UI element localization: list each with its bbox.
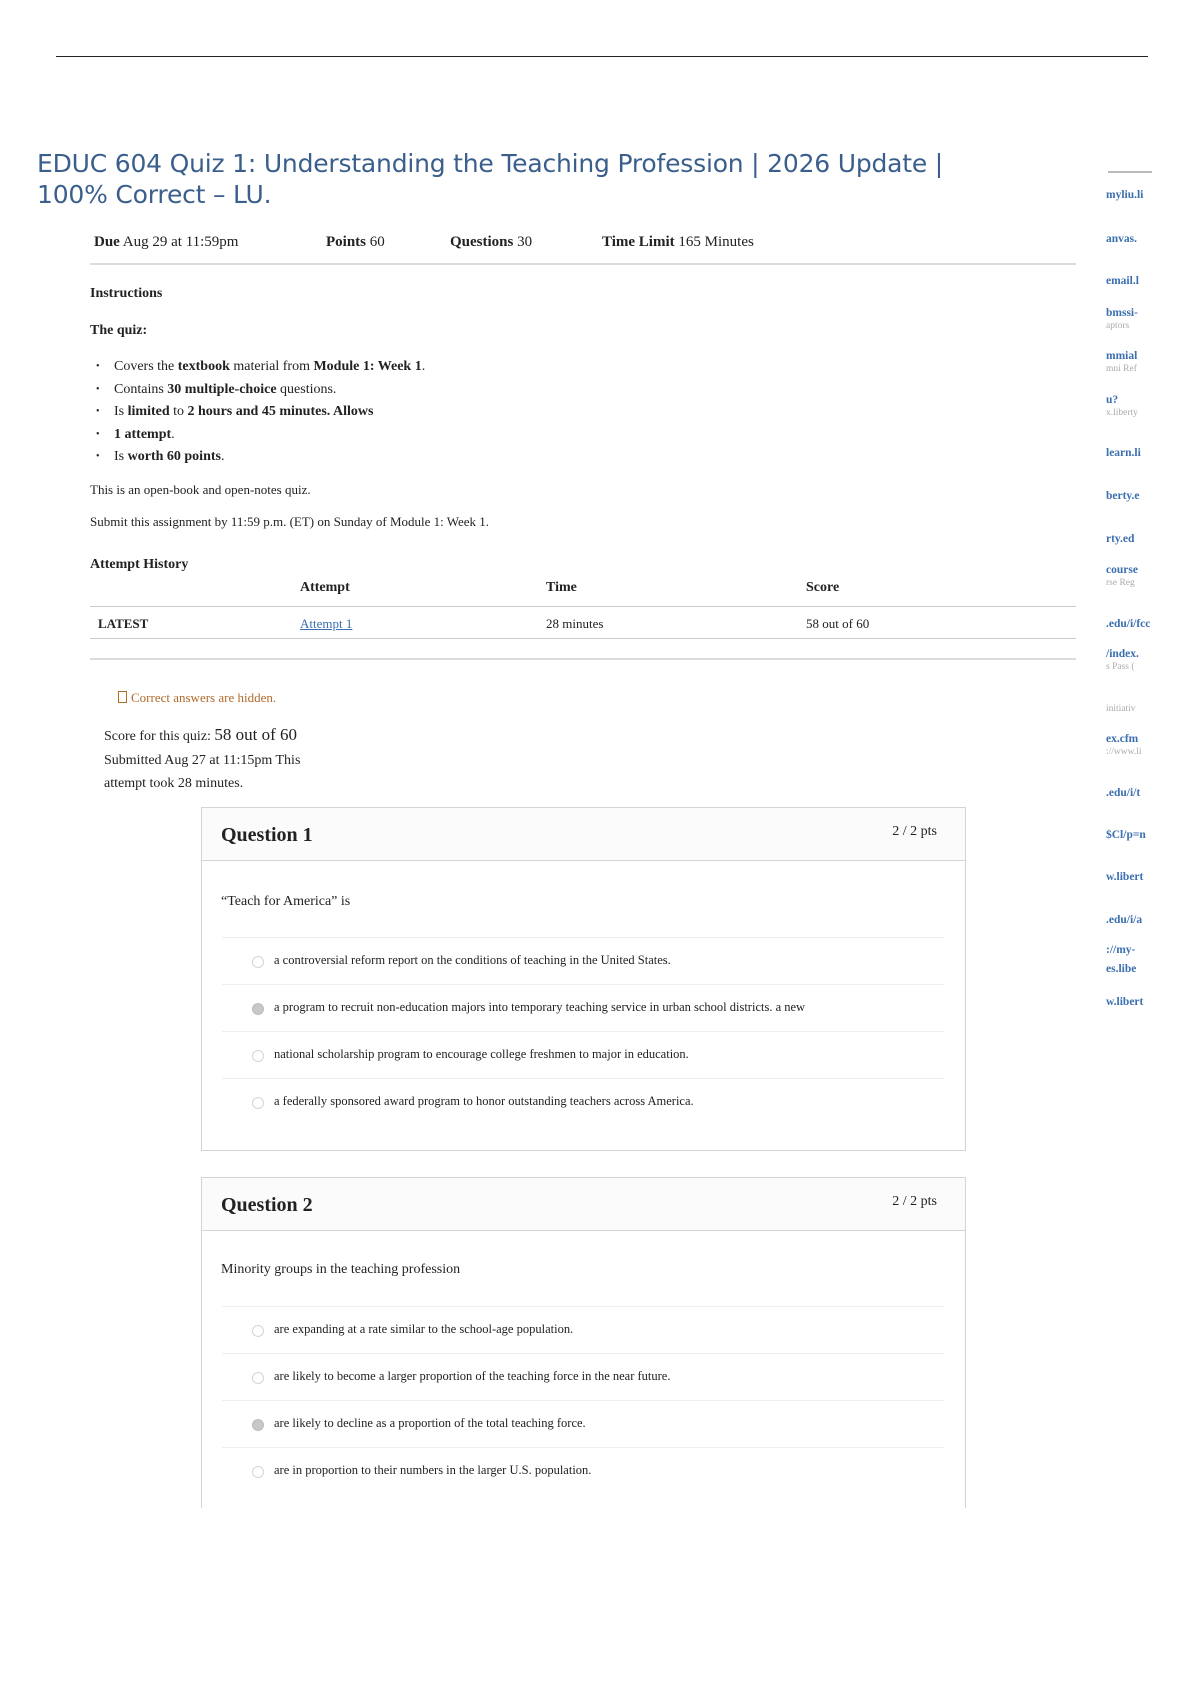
sidebar-link[interactable]: rty.ed: [1106, 533, 1135, 545]
info-icon: [118, 691, 127, 703]
attempt-time: 28 minutes: [546, 616, 604, 631]
answer-option[interactable]: are expanding at a rate similar to the school-age population.: [222, 1306, 944, 1353]
radio-button[interactable]: [252, 1466, 264, 1478]
sidebar-link[interactable]: course rse Reg: [1106, 564, 1138, 588]
submit-note: Submit this assignment by 11:59 p.m. (ET) on Sunday of Module 1: Week 1.: [90, 514, 490, 529]
question-header: [202, 1178, 965, 1231]
list-item: • Is worth 60 points.: [96, 446, 425, 469]
sidebar-link[interactable]: u? x.liberty: [1106, 394, 1138, 418]
sidebar-link[interactable]: w.libert: [1106, 996, 1144, 1008]
instructions-list: [96, 356, 425, 469]
answer-option[interactable]: a controversial reform report on the conditions of teaching in the United States.: [222, 937, 944, 984]
question-points: 2 / 2 pts: [892, 824, 937, 839]
sidebar-link[interactable]: myliu.li: [1106, 189, 1144, 201]
question-text: Minority groups in the teaching profession: [221, 1262, 461, 1277]
divider: [90, 263, 1076, 265]
question-card: [201, 1177, 966, 1508]
answer-option[interactable]: are in proportion to their numbers in the larger U.S. population.: [222, 1447, 944, 1494]
sidebar-link[interactable]: email.l: [1106, 275, 1139, 287]
answer-option[interactable]: are likely to become a larger proportion of the teaching force in the near future.: [222, 1353, 944, 1400]
sidebar-link[interactable]: berty.e: [1106, 490, 1140, 502]
question-count: Questions 30: [450, 234, 533, 250]
attempt-score: 58 out of 60: [806, 616, 870, 631]
sidebar-link[interactable]: learn.li: [1106, 447, 1141, 459]
sidebar-link[interactable]: anvas.: [1106, 233, 1137, 245]
sidebar-link[interactable]: es.libe: [1106, 963, 1137, 975]
question-card: [201, 807, 966, 1151]
answer-option[interactable]: a federally sponsored award program to honor outstanding teachers across America.: [222, 1078, 944, 1125]
question-title: Question 1: [221, 824, 313, 846]
radio-button[interactable]: [252, 1050, 264, 1062]
answer-option[interactable]: a program to recruit non-education majors into temporary teaching service in urban school districts. a new: [222, 984, 944, 1031]
due-date: Due Aug 29 at 11:59pm: [94, 234, 239, 250]
list-item: • Is limited to 2 hours and 45 minutes. Allows: [96, 401, 425, 424]
column-header-score: Score: [806, 580, 840, 595]
sidebar-link[interactable]: .edu/i/a: [1106, 914, 1143, 926]
sidebar-link[interactable]: .edu/i/t: [1106, 787, 1141, 799]
list-item: • Contains 30 multiple-choice questions.: [96, 379, 425, 402]
divider: [90, 658, 1076, 660]
duration-text: attempt took 28 minutes.: [104, 776, 244, 791]
answers-hidden-notice: Correct answers are hidden.: [118, 690, 276, 706]
submitted-text: Submitted Aug 27 at 11:15pm This: [104, 752, 301, 768]
quiz-subheading: The quiz:: [90, 323, 148, 338]
sidebar-link[interactable]: $Cl/p=n: [1106, 829, 1146, 841]
score-summary: Score for this quiz: 58 out of 60 Submitted Aug 27 at 11:15pm This attempt took 28 minutes.: [104, 723, 300, 796]
sidebar-divider: [1108, 171, 1152, 173]
question-title: Question 2: [221, 1194, 313, 1216]
list-item: • Covers the textbook material from Module 1: Week 1.: [96, 356, 425, 379]
column-header-time: Time: [546, 580, 577, 595]
attempt-1-link[interactable]: Attempt 1: [300, 616, 353, 631]
score-value: 58 out of 60: [214, 725, 298, 744]
question-points: 2 / 2 pts: [892, 1194, 937, 1209]
divider: [90, 638, 1076, 639]
radio-button[interactable]: [252, 956, 264, 968]
time-limit: Time Limit 165 Minutes: [602, 234, 754, 250]
radio-button[interactable]: [252, 1325, 264, 1337]
quiz-details: [94, 234, 1076, 258]
points: Points 60: [326, 234, 385, 250]
top-rule: [56, 56, 1148, 57]
sidebar-link[interactable]: bmssi- aptors: [1106, 307, 1138, 331]
latest-tag: LATEST: [98, 616, 149, 631]
question-text: “Teach for America” is: [221, 894, 351, 909]
attempt-history-heading: Attempt History: [90, 557, 189, 572]
sidebar-link[interactable]: .edu/i/fcc: [1106, 618, 1151, 630]
document-title: EDUC 604 Quiz 1: Understanding the Teaching Profession | 2026 Update | 100% Correct – LU.: [37, 149, 944, 209]
list-item: • 1 attempt.: [96, 424, 425, 447]
radio-button[interactable]: [252, 1097, 264, 1109]
sidebar-link[interactable]: mmial mni Ref: [1106, 350, 1138, 374]
radio-button[interactable]: [252, 1372, 264, 1384]
sidebar-link[interactable]: initiativ: [1106, 704, 1136, 714]
open-book-note: This is an open-book and open-notes quiz.: [90, 482, 311, 497]
answer-option[interactable]: national scholarship program to encourage college freshmen to major in education.: [222, 1031, 944, 1078]
instructions-heading: Instructions: [90, 286, 163, 301]
sidebar-link[interactable]: w.libert: [1106, 871, 1144, 883]
sidebar-link[interactable]: /index. s Pass (: [1106, 648, 1139, 672]
question-header: [202, 808, 965, 861]
sidebar-link[interactable]: ex.cfm ://www.li: [1106, 733, 1142, 757]
radio-button-selected[interactable]: [252, 1003, 264, 1015]
sidebar-link[interactable]: ://my-: [1106, 944, 1136, 956]
column-header-attempt: Attempt: [300, 580, 350, 595]
answer-option[interactable]: are likely to decline as a proportion of the total teaching force.: [222, 1400, 944, 1447]
divider: [90, 606, 1076, 607]
radio-button-selected[interactable]: [252, 1419, 264, 1431]
